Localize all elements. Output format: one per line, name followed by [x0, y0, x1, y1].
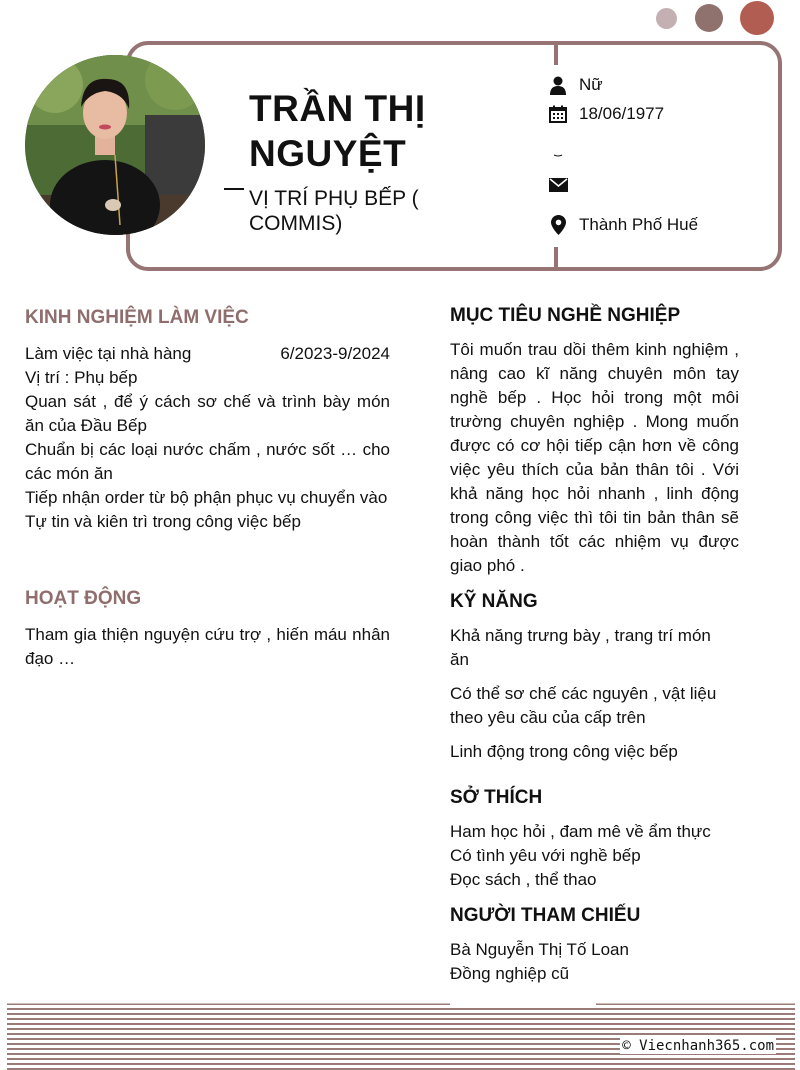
decor-dot-light: [656, 8, 677, 29]
hobbies-list: [450, 820, 750, 892]
gender-value: Nữ: [579, 75, 603, 94]
footer-stripes: [7, 1003, 795, 1070]
candidate-position: VỊ TRÍ PHỤ BẾP ( COMMIS): [249, 187, 419, 235]
experience-line: Quan sát , để ý cách sơ chế và trình bày món ăn của Đầu Bếp: [25, 392, 390, 435]
reference-name: Bà Nguyễn Thị Tố Loan: [450, 940, 629, 959]
footer-gap: [450, 1003, 596, 1007]
skills-title: KỸ NĂNG: [450, 591, 538, 612]
decor-dot-medium: [695, 4, 723, 32]
experience-section: [25, 342, 390, 534]
header-dash: [224, 188, 244, 190]
experience-title: KINH NGHIỆM LÀM VIỆC: [25, 307, 249, 328]
info-gender: [548, 75, 603, 95]
header-divider-bottom: [554, 247, 558, 271]
decor-dot-dark: [740, 1, 774, 35]
copyright-text: © Viecnhanh365.com: [622, 1038, 774, 1054]
experience-line: Vị trí : Phụ bếp: [25, 368, 138, 387]
hobby-item: Có tình yêu với nghề bếp: [450, 846, 641, 865]
skill-item: Khả năng trưng bày , trang trí món ăn: [450, 626, 711, 669]
experience-period: 6/2023-9/2024: [280, 344, 390, 363]
person-icon: [548, 75, 568, 95]
activities-title: HOẠT ĐỘNG: [25, 588, 142, 609]
skill-item: Linh động trong công việc bếp: [450, 742, 678, 761]
experience-line: Chuẩn bị các loại nước chấm , nước sốt … cho các món ăn: [25, 440, 390, 483]
phone-icon: [548, 141, 568, 161]
avatar: [25, 55, 205, 235]
hobby-item: Ham học hỏi , đam mê về ẩm thực: [450, 822, 711, 841]
experience-header-row: [25, 342, 390, 366]
info-email: [548, 175, 579, 195]
reference-title: NGƯỜI THAM CHIẾU: [450, 905, 641, 926]
objective-title: MỤC TIÊU NGHỀ NGHIỆP: [450, 305, 681, 326]
header-divider-top: [554, 41, 558, 65]
experience-line: Tự tin và kiên trì trong công việc bếp: [25, 512, 301, 531]
footer-top-line: [7, 1003, 795, 1004]
experience-company: Làm việc tại nhà hàng: [25, 344, 192, 363]
reference-block: [450, 938, 750, 986]
objective-text: Tôi muốn trau dồi thêm kinh nghiệm , nâng cao kĩ năng chuyên môn tay nghề bếp . Học hỏi trong một môi trường chuyên nghiệp . Mong muốn được có cơ hội tiếp cận hơn về công việc yêu thích của bản thân tôi . Với khả năng học hỏi nhanh , linh động trong công việc thì tôi tin bản thân sẽ hoàn thành tốt các nhiệm vụ được giao phó .: [450, 340, 739, 575]
location-pin-icon: [548, 215, 568, 235]
info-address: [548, 215, 698, 235]
birthdate-value: 18/06/1977: [579, 104, 665, 123]
reference-role: Đồng nghiệp cũ: [450, 964, 570, 983]
mail-icon: [548, 175, 568, 195]
info-phone: [548, 141, 579, 161]
avatar-photo: [25, 55, 205, 235]
skill-item: Có thể sơ chế các nguyên , vật liệu theo yêu cầu của cấp trên: [450, 684, 717, 727]
hobby-item: Đọc sách , thể thao: [450, 870, 597, 889]
info-birthdate: [548, 104, 664, 124]
activities-text: Tham gia thiện nguyện cứu trợ , hiến máu nhân đạo …: [25, 625, 390, 668]
calendar-icon: [548, 104, 568, 124]
candidate-name: TRẦN THỊ NGUYỆT: [249, 88, 426, 174]
address-value: Thành Phố Huế: [579, 215, 699, 234]
hobbies-title: SỞ THÍCH: [450, 787, 543, 808]
experience-line: Tiếp nhận order từ bộ phận phục vụ chuyển vào: [25, 488, 388, 507]
